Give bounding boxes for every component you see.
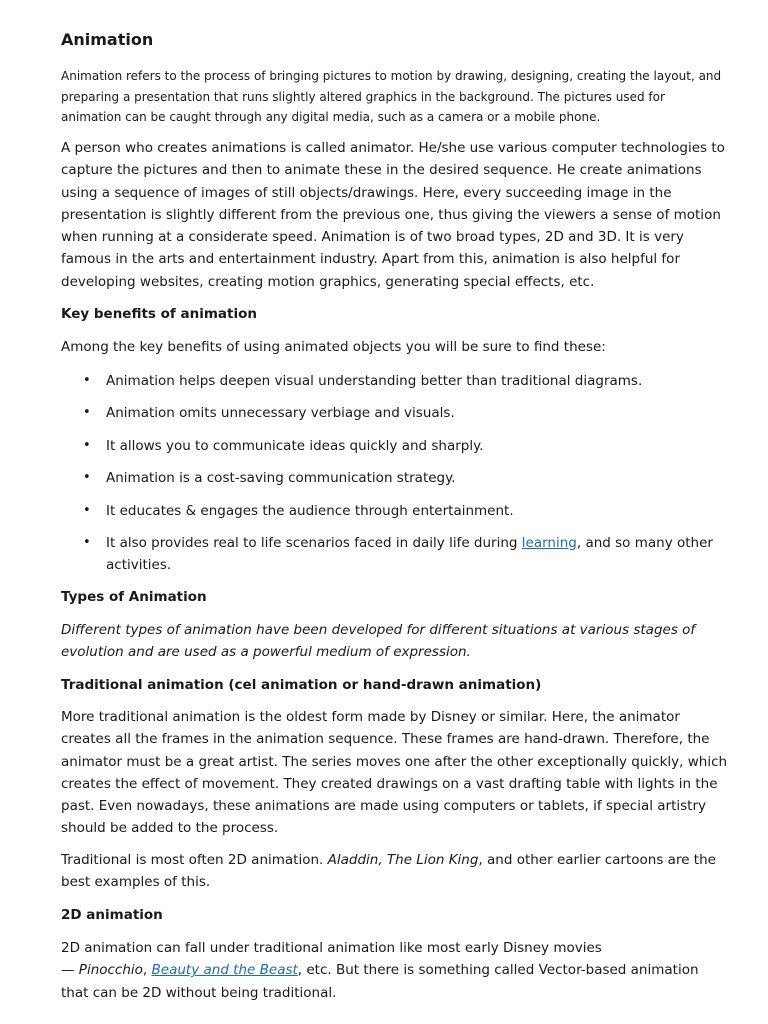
examples-text-before: Traditional is most often 2D animation. [61, 852, 328, 868]
benefits-heading: Key benefits of animation [61, 306, 258, 322]
list-item-text: Animation omits unnecessary verbiage and visuals. [106, 405, 455, 421]
beauty-and-the-beast-link[interactable] [152, 962, 298, 978]
bullet-icon: • [83, 373, 91, 388]
types-heading: Types of Animation [61, 589, 207, 605]
examples-text-after: , and other earlier cartoons are the best examples of this. [61, 852, 716, 891]
list-item [61, 370, 728, 392]
page-title: Animation [61, 30, 154, 49]
two-d-rest: , etc. But there is something called Vector-based animation that can be 2D without being traditional. [61, 962, 699, 1001]
intro-paragraph: Animation refers to the process of bringing pictures to motion by drawing, designing, creating the layout, and preparing a presentation that runs slightly altered graphics in the background. The pictures used for animation can be caught through any digital media, such as a camera or a mobile phone. [61, 69, 722, 124]
bullet-icon: • [83, 405, 91, 420]
bullet-icon: • [83, 438, 91, 453]
list-item [61, 402, 728, 424]
bullet-icon: • [83, 503, 91, 518]
bullet-icon: • [83, 535, 91, 550]
list-item-text-before: It also provides real to life scenarios faced in daily life during [106, 535, 522, 551]
em-dash: — [61, 962, 79, 979]
bullet-icon: • [83, 470, 91, 485]
list-item-text: Animation helps deepen visual understanding better than traditional diagrams. [106, 373, 643, 389]
examples-titles: Aladdin, The Lion King [327, 852, 479, 868]
two-d-paragraph [61, 937, 728, 1004]
list-item-text: It educates & engages the audience through entertainment. [106, 503, 514, 519]
list-item [61, 467, 728, 489]
list-item-text: Animation is a cost-saving communication strategy. [106, 470, 456, 486]
animator-paragraph: A person who creates animations is called animator. He/she use various computer technologies to capture the pictures and then to animate these in the desired sequence. He create animations using a sequence of images of still objects/drawings. Here, every succeeding image in the presentation is slightly different from the previous one, thus giving the viewers a sense of motion when running at a considerate speed. Animation is of two broad types, 2D and 3D. It is very famous in the arts and entertainment industry. Apart from this, animation is also helpful for developing websites, creating motion graphics, generating special effects, etc. [61, 140, 725, 290]
pinocchio-title: Pinocchio [78, 962, 143, 979]
list-item [61, 532, 728, 576]
list-item [61, 500, 728, 522]
traditional-examples [61, 849, 728, 894]
two-d-line1: 2D animation can fall under traditional animation like most early Disney movies [61, 940, 602, 956]
traditional-heading: Traditional animation (cel animation or hand-drawn animation) [61, 677, 542, 693]
beauty-and-the-beast-title: Beauty and the Beast [151, 962, 298, 979]
list-item [61, 435, 728, 457]
two-d-heading: 2D animation [61, 907, 163, 923]
benefits-lead: Among the key benefits of using animated objects you will be sure to find these: [61, 339, 606, 355]
traditional-paragraph: More traditional animation is the oldest form made by Disney or similar. Here, the animator creates all the frames in the animation sequence. These frames are hand-drawn. Therefore, the animator must be a great artist. The series moves one after the other exceptionally quickly, which creates the effect of movement. They created drawings on a vast drafting table with lights in the past. Even nowadays, these animations are made using computers or tablets, if special artistry should be added to the process. [61, 709, 728, 837]
types-intro: Different types of animation have been developed for different situations at various stages of evolution and are used as a powerful medium of expression. [61, 622, 696, 661]
list-item-text-after: , and so many other activities. [106, 535, 713, 573]
comma: , [142, 962, 152, 979]
list-item-text: It allows you to communicate ideas quickly and sharply. [106, 438, 484, 454]
learning-link[interactable]: learning [521, 535, 577, 551]
